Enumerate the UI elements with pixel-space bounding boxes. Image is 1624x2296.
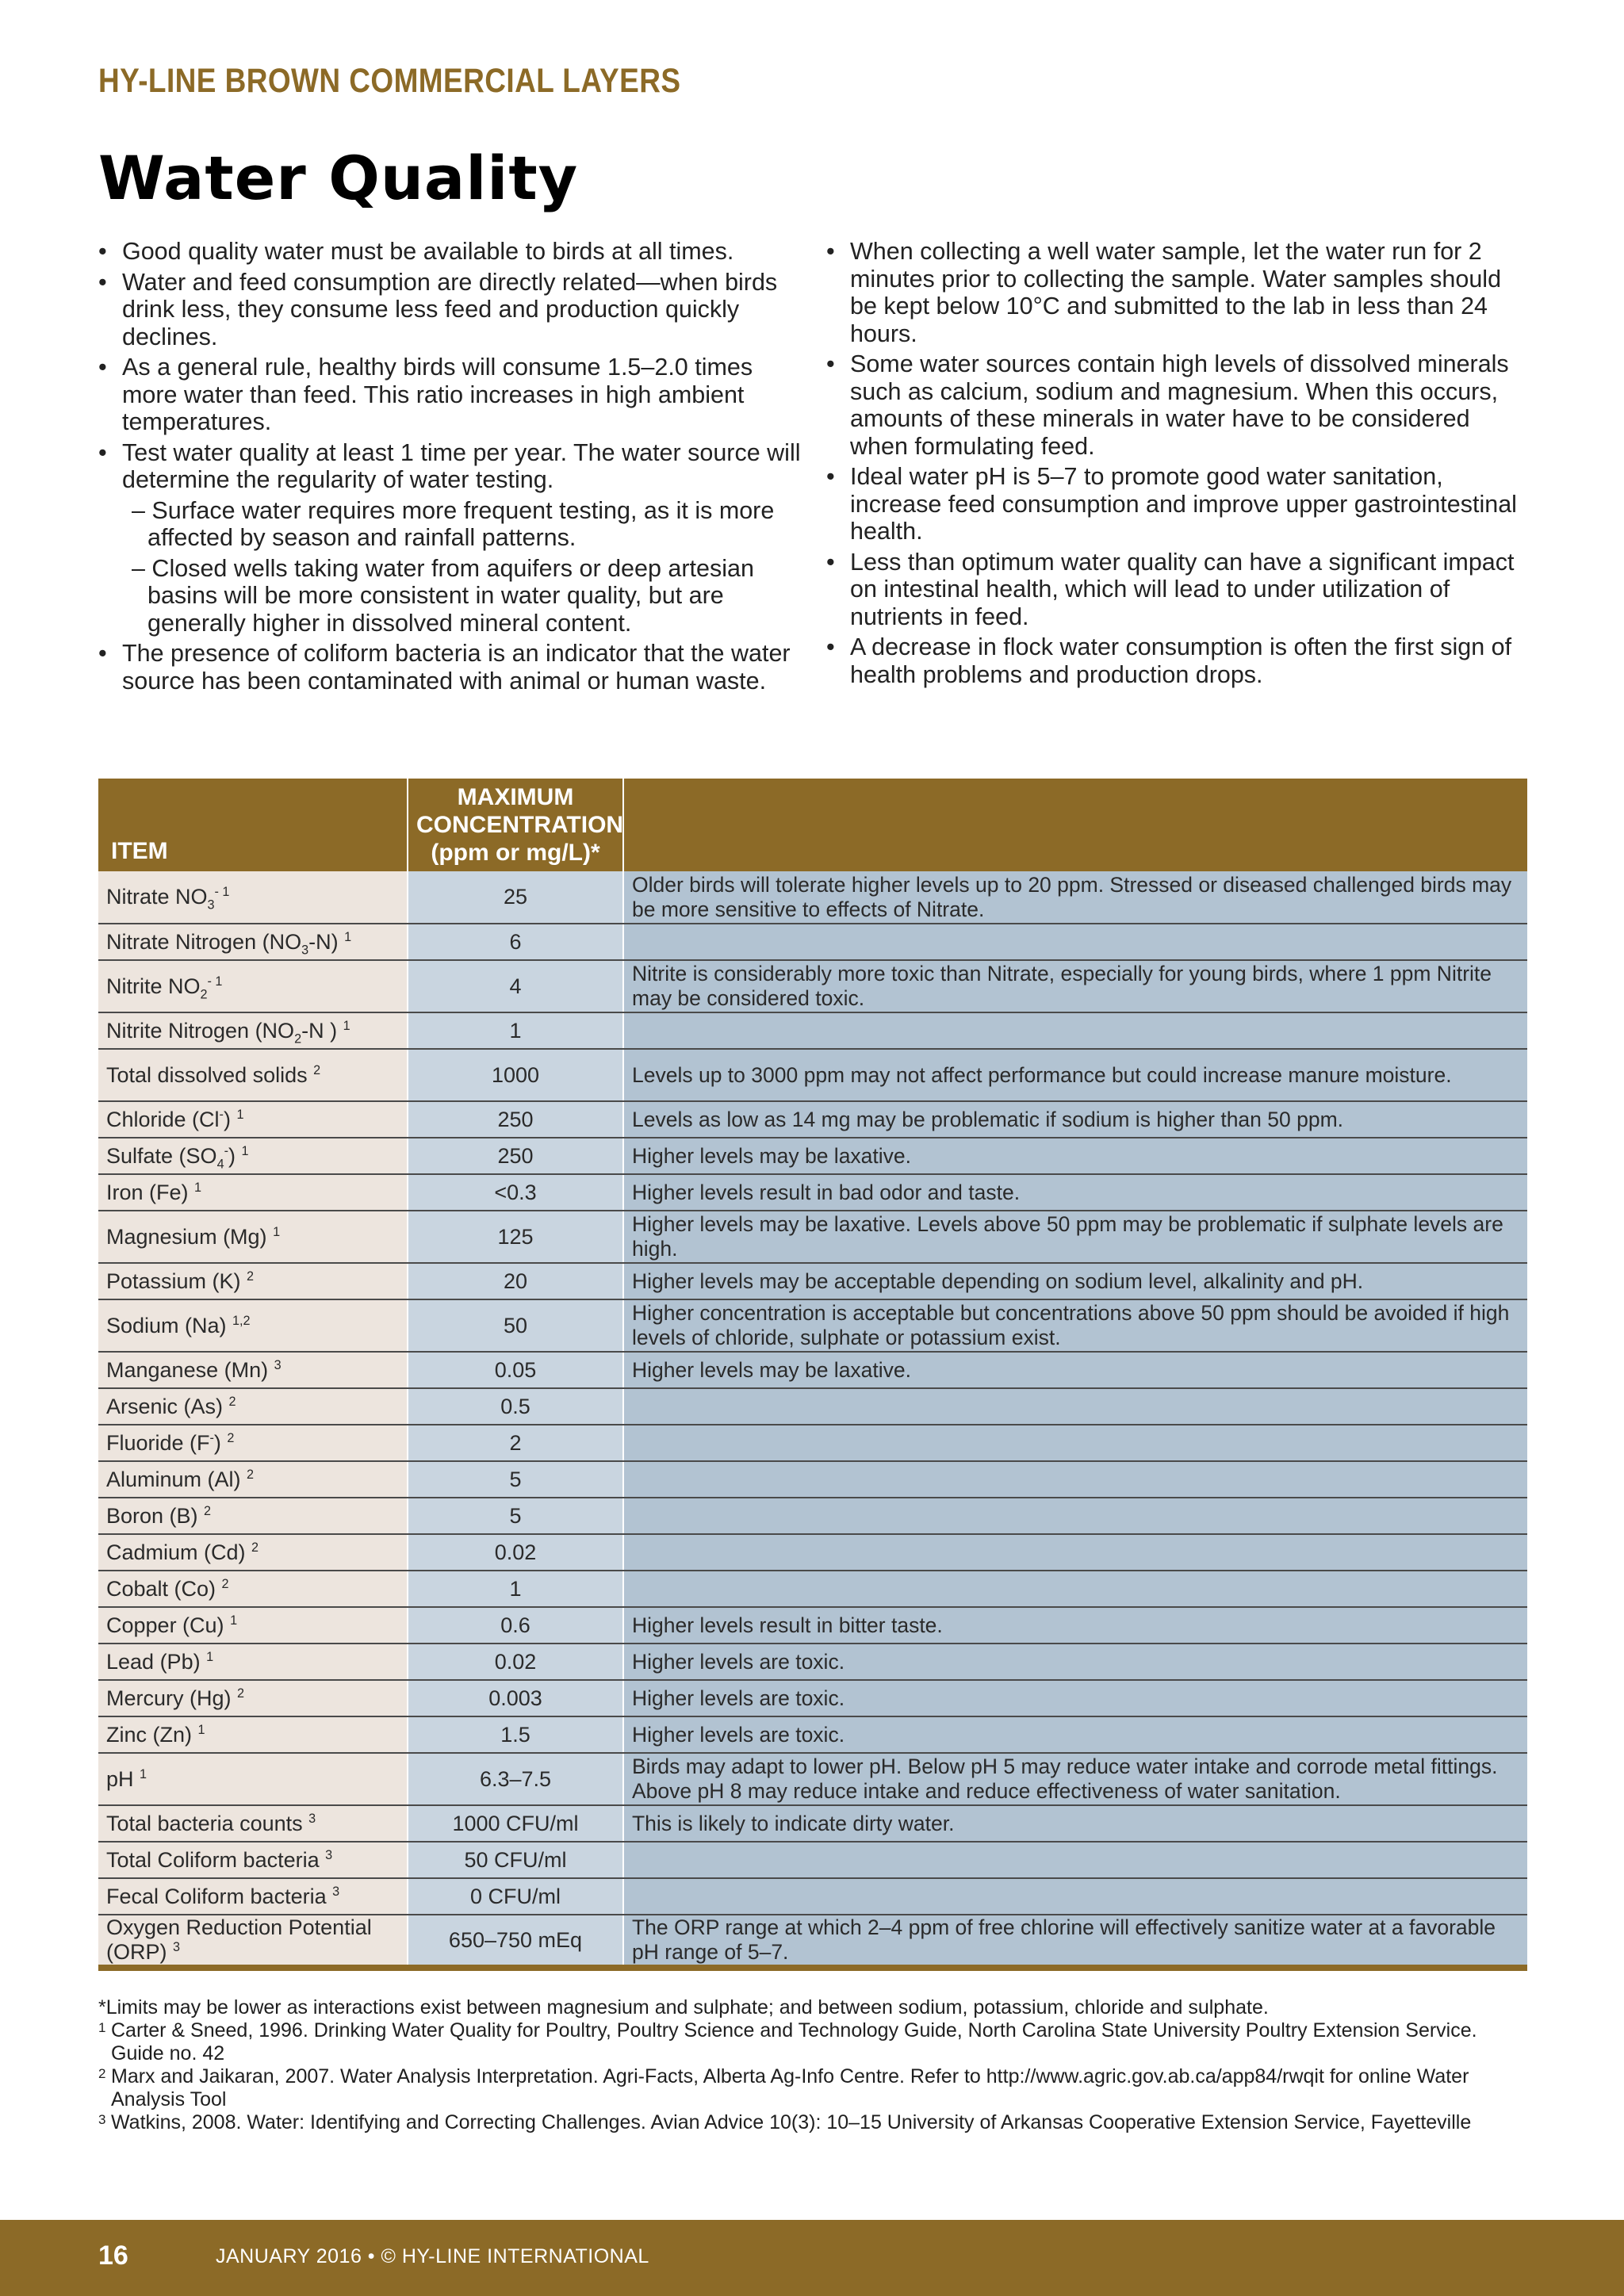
cell-item [98, 1534, 408, 1571]
table-row [98, 960, 1527, 1012]
cell-item [98, 1842, 408, 1878]
table-row [98, 1425, 1527, 1461]
item-text-part: 2 [200, 986, 208, 1001]
item-text-part: Sulfate (SO [106, 1143, 217, 1168]
cell-max-concentration: 0.003 [408, 1680, 623, 1716]
bullet-item: • Test water quality at least 1 time per year. The water source will determine the regularity of water testing. [98, 439, 812, 494]
cell-note: Higher levels result in bitter taste. [623, 1607, 1527, 1644]
header-line: CONCENTRATION [416, 812, 624, 838]
sub-bullet-item: – Closed wells taking water from aquifers or deep artesian basins will be more consistent in water quality, but are generally higher in dissolved mineral content. [132, 554, 754, 637]
right-bullet-column [826, 238, 1524, 691]
item-text-part: 1 [230, 1613, 238, 1628]
cell-note: Levels as low as 14 mg may be problematic if sodium is higher than 50 ppm. [623, 1101, 1527, 1138]
cell-note: Higher levels result in bad odor and taste. [623, 1174, 1527, 1211]
cell-note: Higher levels are toxic. [623, 1644, 1527, 1680]
water-quality-table [98, 779, 1527, 1971]
table-row [98, 1299, 1527, 1352]
cell-note: Higher concentration is acceptable but concentrations above 50 ppm should be avoided if high levels of chloride, sulphate or potassium exist. [623, 1299, 1527, 1352]
item-text-part: 2 [247, 1269, 255, 1284]
table-row [98, 1607, 1527, 1644]
table-row [98, 1388, 1527, 1425]
cell-note [623, 924, 1527, 960]
cell-note [623, 1425, 1527, 1461]
item-text-part: -N) [308, 929, 345, 954]
cell-max-concentration: 0 CFU/ml [408, 1878, 623, 1915]
cell-note: Levels up to 3000 ppm may not affect performance but could increase manure moisture. [623, 1049, 1527, 1101]
item-text-part: Nitrite Nitrogen (NO [106, 1018, 295, 1043]
item-text-part: - [207, 974, 212, 989]
footnote-ref-1 [98, 2019, 1526, 2065]
item-text-part: 3 [308, 1811, 316, 1826]
item-text-part: 2 [313, 1062, 321, 1077]
item-text-part: 2 [237, 1686, 245, 1701]
item-text-part: - [219, 1107, 224, 1122]
item-text-part: 3 [173, 1940, 181, 1954]
item-text-part: 2 [251, 1540, 259, 1555]
item-text-part: Zinc (Zn) [106, 1722, 198, 1747]
item-text-part: ) [228, 1143, 242, 1168]
bullet-item: • Ideal water pH is 5–7 to promote good water sanitation, increase feed consumption and improve upper gastrointestinal health. [826, 463, 1524, 545]
page-title: Water Quality [98, 143, 579, 213]
item-text-part: Total bacteria counts [106, 1811, 309, 1835]
item-text-part: 1 [197, 1722, 205, 1737]
item-text-part: Fluoride (F [106, 1430, 210, 1455]
cell-note [623, 1842, 1527, 1878]
footnote-text: Marx and Jaikaran, 2007. Water Analysis Interpretation. Agri-Facts, Alberta Ag-Info Centre. Refer to http://www.agric.gov.ab.ca/app84/rwqit for online Water Analysis Tool [111, 2065, 1469, 2110]
table-row [98, 1012, 1527, 1049]
table-row [98, 1915, 1527, 1968]
cell-note: The ORP range at which 2–4 ppm of free chlorine will effectively sanitize water at a favorable pH range of 5–7. [623, 1915, 1527, 1968]
cell-max-concentration: 1.5 [408, 1716, 623, 1753]
item-text-part: Cobalt (Co) [106, 1576, 222, 1601]
cell-item [98, 1425, 408, 1461]
table-row [98, 1049, 1527, 1101]
table-row [98, 1263, 1527, 1299]
table-row [98, 1753, 1527, 1805]
item-text-part: 3 [301, 942, 309, 957]
cell-note [623, 1461, 1527, 1498]
footnote-marker: 2 [98, 2066, 106, 2081]
cell-note [623, 1534, 1527, 1571]
item-text-part: Boron (B) [106, 1503, 205, 1528]
left-bullet-column [98, 238, 812, 698]
item-text-part: Nitrite NO [106, 974, 201, 998]
cell-max-concentration: 1 [408, 1571, 623, 1607]
cell-item [98, 1138, 408, 1174]
item-text-part: Chloride (Cl [106, 1107, 220, 1131]
footnote-text: Carter & Sneed, 1996. Drinking Water Quality for Poultry, Poultry Science and Technology Guide, North Carolina State University Poultry Extension Service. Guide no. 42 [111, 2019, 1477, 2064]
cell-note [623, 1388, 1527, 1425]
cell-note [623, 1498, 1527, 1534]
table-body [98, 871, 1527, 1968]
cell-max-concentration: 5 [408, 1461, 623, 1498]
item-text-part: Arsenic (As) [106, 1394, 229, 1418]
cell-item [98, 1644, 408, 1680]
cell-item [98, 1915, 408, 1968]
cell-item [98, 1461, 408, 1498]
footnote-marker: 1 [98, 2020, 106, 2035]
item-text-part: 1 [343, 1018, 350, 1033]
cell-note [623, 1571, 1527, 1607]
cell-note: Older birds will tolerate higher levels up to 20 ppm. Stressed or diseased challenged birds may be more sensitive to effects of Nitrate. [623, 871, 1527, 924]
bullet-item: • As a general rule, healthy birds will consume 1.5–2.0 times more water than feed. This ratio increases in high ambient temperatures. [98, 354, 812, 436]
cell-max-concentration: 0.05 [408, 1352, 623, 1388]
cell-max-concentration: 2 [408, 1425, 623, 1461]
footnote-limits: *Limits may be lower as interactions exist between magnesium and sulphate; and between sodium, potassium, chloride and sulphate. [98, 1996, 1269, 2019]
item-text-part: 1 [140, 1766, 147, 1781]
cell-item [98, 1352, 408, 1388]
item-text-part: 3 [325, 1847, 333, 1862]
item-text-part: ) [213, 1430, 228, 1455]
item-text-part: 1 [206, 1649, 214, 1664]
cell-max-concentration: 6 [408, 924, 623, 960]
document-supertitle: HY-LINE BROWN COMMERCIAL LAYERS [98, 62, 681, 100]
page-footer [0, 2220, 1624, 2296]
table-row [98, 1644, 1527, 1680]
item-text-part: 3 [207, 897, 215, 913]
item-text-part: -N ) [301, 1018, 343, 1043]
table-row [98, 1680, 1527, 1716]
cell-item [98, 1498, 408, 1534]
item-text-part: Potassium (K) [106, 1269, 247, 1293]
item-text-part: Magnesium (Mg) [106, 1224, 274, 1249]
item-text-part: Total Coliform bacteria [106, 1847, 326, 1872]
cell-note [623, 1878, 1527, 1915]
cell-max-concentration: 1000 [408, 1049, 623, 1101]
item-text-part: 1 [344, 929, 352, 944]
cell-item [98, 1388, 408, 1425]
item-text-part: 2 [221, 1576, 229, 1591]
item-text-part: 3 [332, 1884, 340, 1899]
cell-item [98, 1263, 408, 1299]
footnote-ref-3 [98, 2111, 1526, 2134]
cell-item [98, 960, 408, 1012]
cell-item [98, 1101, 408, 1138]
item-text-part: Aluminum (Al) [106, 1467, 247, 1491]
item-text-part: ) [223, 1107, 237, 1131]
cell-note: Higher levels are toxic. [623, 1716, 1527, 1753]
cell-max-concentration: <0.3 [408, 1174, 623, 1211]
column-header-item: ITEM [98, 779, 408, 871]
item-text-part: Cadmium (Cd) [106, 1540, 252, 1564]
cell-max-concentration: 125 [408, 1211, 623, 1263]
item-text-part: Oxygen Reduction Potential (ORP) [106, 1915, 372, 1964]
cell-max-concentration: 1000 CFU/ml [408, 1805, 623, 1842]
bullet-item: • Water and feed consumption are directly related—when birds drink less, they consume less feed and production quickly declines. [98, 269, 812, 351]
item-text-part: Copper (Cu) [106, 1613, 231, 1637]
item-text-part: 4 [216, 1156, 224, 1171]
cell-item [98, 1049, 408, 1101]
table-row [98, 1174, 1527, 1211]
cell-max-concentration: 5 [408, 1498, 623, 1534]
cell-note: Birds may adapt to lower pH. Below pH 5 may reduce water intake and corrode metal fittings. Above pH 8 may reduce intake and reduce effectiveness of water sanitation. [623, 1753, 1527, 1805]
bullet-item: • Good quality water must be available to birds at all times. [98, 238, 812, 266]
item-text-part: 2 [247, 1467, 255, 1482]
bullet-item: • Some water sources contain high levels of dissolved minerals such as calcium, sodium and magnesium. When this occurs, amounts of these minerals in water have to be considered when formulating feed. [826, 350, 1524, 460]
item-text-part: Nitrate NO [106, 885, 208, 909]
cell-item [98, 1211, 408, 1263]
table-row [98, 924, 1527, 960]
footnote-ref-2 [98, 2065, 1526, 2111]
column-header-max-concentration [408, 779, 623, 871]
item-text-part: 1 [273, 1224, 281, 1239]
item-text-part: Iron (Fe) [106, 1180, 195, 1204]
cell-note: Higher levels may be laxative. [623, 1138, 1527, 1174]
item-text-part: Nitrate Nitrogen (NO [106, 929, 302, 954]
item-text-part: - [214, 885, 219, 899]
item-text-part: Total dissolved solids [106, 1062, 314, 1087]
table-header-row [98, 779, 1527, 871]
cell-max-concentration: 50 CFU/ml [408, 1842, 623, 1878]
table-row [98, 1878, 1527, 1915]
footer-text: JANUARY 2016 • © HY-LINE INTERNATIONAL [216, 2245, 649, 2267]
cell-item [98, 871, 408, 924]
cell-max-concentration: 0.02 [408, 1534, 623, 1571]
item-text-part: - [224, 1143, 228, 1158]
header-line: MAXIMUM [457, 784, 574, 810]
cell-item [98, 1716, 408, 1753]
item-text-part: Fecal Coliform bacteria [106, 1884, 333, 1908]
cell-max-concentration: 0.5 [408, 1388, 623, 1425]
item-text-part: Sodium (Na) [106, 1313, 233, 1337]
item-text-part: 2 [228, 1394, 236, 1409]
cell-note: Higher levels may be laxative. [623, 1352, 1527, 1388]
table-row [98, 1716, 1527, 1753]
cell-item [98, 1680, 408, 1716]
table-row [98, 1211, 1527, 1263]
item-text-part: - [209, 1430, 214, 1445]
cell-item [98, 1878, 408, 1915]
cell-item [98, 1299, 408, 1352]
cell-note: Higher levels are toxic. [623, 1680, 1527, 1716]
header-line: (ppm or mg/L)* [431, 840, 600, 866]
table-row [98, 1534, 1527, 1571]
cell-max-concentration: 0.02 [408, 1644, 623, 1680]
bullet-item: • A decrease in flock water consumption is often the first sign of health problems and production drops. [826, 633, 1524, 688]
item-text-part: 3 [274, 1357, 282, 1372]
cell-max-concentration: 250 [408, 1138, 623, 1174]
sub-bullet-item: – Surface water requires more frequent testing, as it is more affected by season and rainfall patterns. [132, 496, 775, 551]
bullet-item: • When collecting a well water sample, let the water run for 2 minutes prior to collecting the sample. Water samples should be kept below 10°C and submitted to the lab in less than 24 hours. [826, 238, 1524, 347]
item-text-part: 1 [194, 1180, 202, 1195]
item-text-part: Mercury (Hg) [106, 1686, 238, 1710]
bullet-item: • The presence of coliform bacteria is an indicator that the water source has been contaminated with animal or human waste. [98, 640, 812, 695]
item-text-part: Lead (Pb) [106, 1649, 207, 1674]
item-text-part: 1 [236, 1107, 244, 1122]
cell-max-concentration: 1 [408, 1012, 623, 1049]
cell-max-concentration: 250 [408, 1101, 623, 1138]
table-row [98, 1352, 1527, 1388]
table-row [98, 1571, 1527, 1607]
footnote-marker: 3 [98, 2112, 106, 2127]
table-row [98, 1461, 1527, 1498]
cell-item [98, 1805, 408, 1842]
cell-max-concentration: 6.3–7.5 [408, 1753, 623, 1805]
cell-item [98, 1174, 408, 1211]
table-row [98, 1138, 1527, 1174]
table-row [98, 1101, 1527, 1138]
table-row [98, 871, 1527, 924]
table-row [98, 1805, 1527, 1842]
cell-note: This is likely to indicate dirty water. [623, 1805, 1527, 1842]
cell-note: Higher levels may be laxative. Levels above 50 ppm may be problematic if sulphate levels are high. [623, 1211, 1527, 1263]
footnotes [98, 1996, 1526, 2134]
cell-max-concentration: 650–750 mEq [408, 1915, 623, 1968]
cell-max-concentration: 4 [408, 960, 623, 1012]
cell-max-concentration: 20 [408, 1263, 623, 1299]
page-number: 16 [98, 2241, 128, 2271]
item-text-part: 1 [241, 1143, 249, 1158]
cell-note: Higher levels may be acceptable depending on sodium level, alkalinity and pH. [623, 1263, 1527, 1299]
cell-max-concentration: 0.6 [408, 1607, 623, 1644]
cell-item [98, 1012, 408, 1049]
item-text-part: Manganese (Mn) [106, 1357, 274, 1382]
cell-note: Nitrite is considerably more toxic than Nitrate, especially for young birds, where 1 ppm Nitrite may be considered toxic. [623, 960, 1527, 1012]
cell-max-concentration: 25 [408, 871, 623, 924]
bullet-item: • Less than optimum water quality can have a significant impact on intestinal health, which will lead to under utilization of nutrients in feed. [826, 549, 1524, 631]
cell-item [98, 1571, 408, 1607]
cell-max-concentration: 50 [408, 1299, 623, 1352]
cell-item [98, 924, 408, 960]
item-text-part: pH [106, 1766, 140, 1791]
cell-item [98, 1607, 408, 1644]
item-text-part: 1,2 [232, 1313, 251, 1328]
item-text-part: 2 [294, 1031, 302, 1046]
table-row [98, 1498, 1527, 1534]
item-text-part: 1 [218, 885, 230, 899]
item-text-part: 2 [227, 1430, 235, 1445]
footnote-text: Watkins, 2008. Water: Identifying and Correcting Challenges. Avian Advice 10(3): 10–15 University of Arkansas Cooperative Extension Service, Fayetteville [111, 2111, 1472, 2133]
cell-item [98, 1753, 408, 1805]
table-row [98, 1842, 1527, 1878]
cell-note [623, 1012, 1527, 1049]
item-text-part: 1 [211, 974, 223, 989]
item-text-part: 2 [204, 1503, 212, 1518]
column-header-notes [623, 779, 1527, 871]
